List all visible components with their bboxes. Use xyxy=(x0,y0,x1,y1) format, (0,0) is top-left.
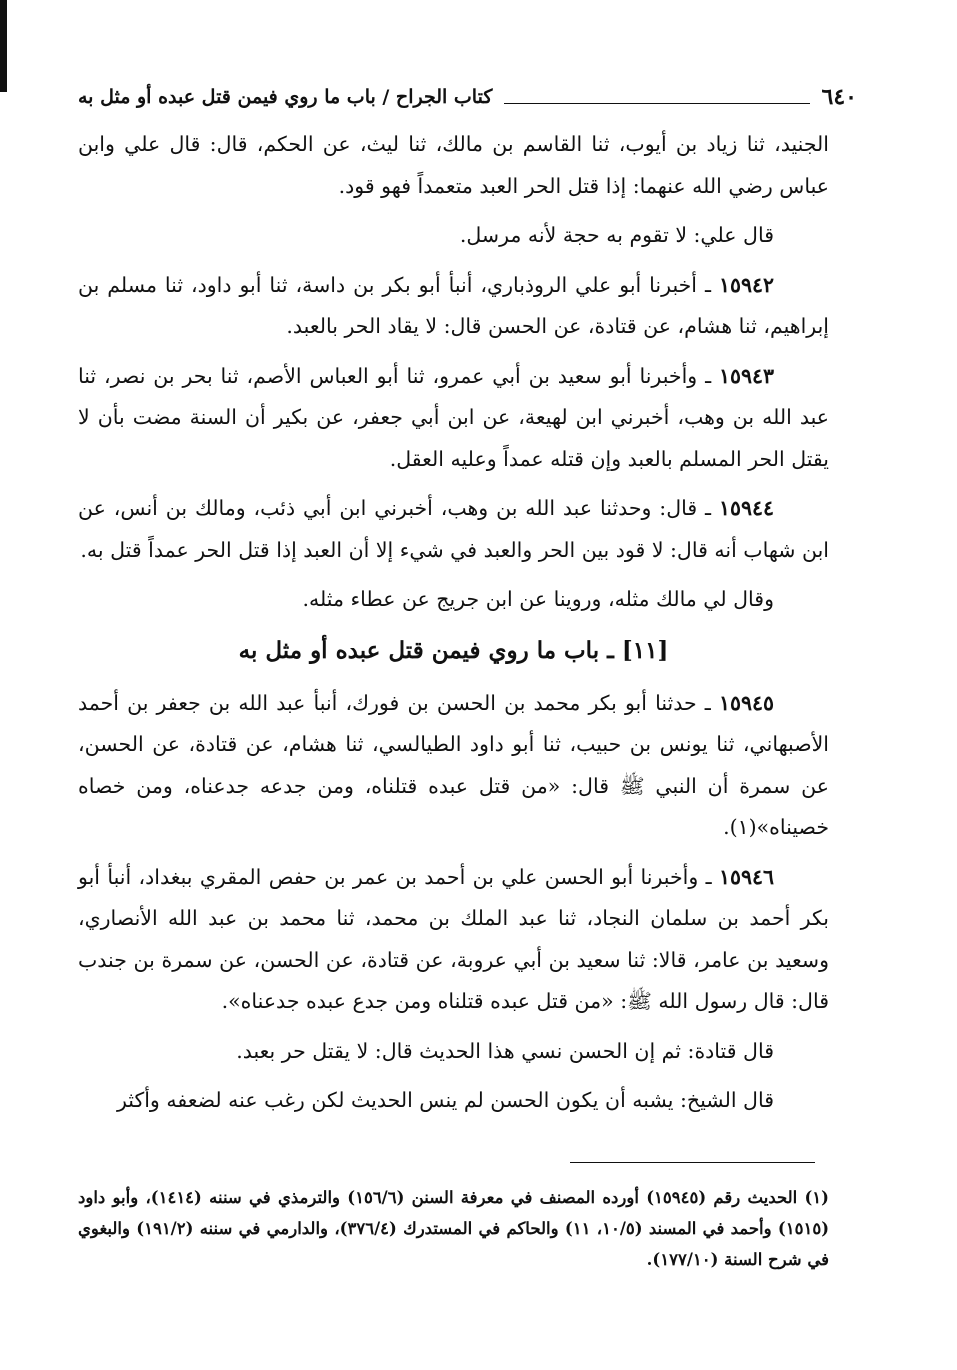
header-rule xyxy=(504,103,809,104)
running-title: كتاب الجراح / باب ما روي فيمن قتل عبده أو مثل به xyxy=(78,86,493,108)
hadith-paragraph: ١٥٩٤٥ ـ حدثنا أبو بكر محمد بن الحسن بن فورك، أنبأ عبد الله بن جعفر بن أحمد الأصبهاني، ثنا يونس بن حبيب، ثنا أبو داود الطيالسي، ثنا هشام، عن قتادة، عن الحسن، عن سمرة أن النبي ﷺ قال: «من قتل عبده قتلناه، ومن جدعه جدعناه، ومن خصاه خصيناه»(١). xyxy=(78,690,829,839)
page-header xyxy=(78,72,857,112)
page-number: ٦٤٠ xyxy=(821,84,857,110)
paragraph: الجنيد، ثنا زياد بن أيوب، ثنا القاسم بن مالك، ثنا ليث، عن الحكم، قال: قال علي وابن عباس رضي الله عنهما: إذا قتل الحر العبد متعمداً فهو قود. xyxy=(78,132,829,198)
footnote: (١) الحديث رقم (١٥٩٤٥) أورده المصنف في معرفة السنن (١٥٦/٦) والترمذي في سننه (١٤١٤)، وأبو داود (١٥١٥) وأحمد في المسند (١٠/٥، ١١) والحاكم في المستدرك (٣٧٦/٤)، والدارمي في سننه (١٩١/٢) والبغوي في شرح السنة (١٧٧/١٠). xyxy=(78,1188,829,1269)
paragraph: وقال لي مالك مثله، وروينا عن ابن جريج عن عطاء مثله. xyxy=(302,587,774,611)
scan-edge-mark xyxy=(0,0,7,92)
hadith-number: ١٥٩٤٤ xyxy=(718,496,774,520)
hadith-number: ١٥٩٤٥ xyxy=(718,690,774,715)
chapter-heading: [١١] ـ باب ما روي فيمن قتل عبده أو مثل به xyxy=(238,636,669,664)
hadith-paragraph: ١٥٩٤٦ ـ وأخبرنا أبو الحسن علي بن أحمد بن عمر بن حفص المقري ببغداد، أنبأ أبو بكر أحمد بن سلمان النجاد، ثنا عبد الملك بن محمد، ثنا محمد بن عبد الله الأنصاري، وسعيد بن عامر، قالا: ثنا سعيد بن أبي عروبة، عن قتادة، عن الحسن، عن سمرة بن جندب قال: قال رسول الله ﷺ: «من قتل عبده قتلناه ومن جدع عبده جدعناه». xyxy=(78,864,829,1013)
paragraph: قال علي: لا تقوم به حجة لأنه مرسل. xyxy=(459,223,774,247)
hadith-number: ١٥٩٤٢ xyxy=(718,272,774,297)
hadith-paragraph: ١٥٩٤٣ ـ وأخبرنا أبو سعيد بن أبي عمرو، ثنا أبو العباس الأصم، ثنا بحر بن نصر، ثنا عبد الله بن وهب، أخبرني ابن لهيعة، عن ابن أبي جعفر، عن بكير أن السنة مضت بأن لا يقتل الحر المسلم بالعبد وإن قتله عمداً وعليه العقل. xyxy=(78,363,829,471)
footnote-rule xyxy=(570,1162,815,1163)
footnotes xyxy=(78,1182,829,1275)
paragraph: قال قتادة: ثم إن الحسن نسي هذا الحديث قال: لا يقتل حر بعبد. xyxy=(236,1038,774,1063)
hadith-paragraph: ١٥٩٤٤ ـ قال: وحدثنا عبد الله بن وهب، أخبرني ابن أبي ذئب، ومالك بن أنس، عن ابن شهاب أنه قال: لا قود بين الحر والعبد في شيء إلا أن العبد إذا قتل الحر عمداً قتل به. xyxy=(78,496,829,562)
paragraph: قال الشيخ: يشبه أن يكون الحسن لم ينس الحديث لكن رغب عنه لضعفه وأكثر xyxy=(116,1088,774,1112)
hadith-paragraph: ١٥٩٤٢ ـ أخبرنا أبو علي الروذباري، أنبأ أبو بكر بن داسة، ثنا أبو داود، ثنا مسلم بن إبراهيم، ثنا هشام، عن قتادة، عن الحسن قال: لا يقاد الحر بالعبد. xyxy=(78,272,829,338)
hadith-number: ١٥٩٤٦ xyxy=(718,864,774,889)
hadith-number: ١٥٩٤٣ xyxy=(718,363,774,388)
page-body xyxy=(78,124,829,1130)
